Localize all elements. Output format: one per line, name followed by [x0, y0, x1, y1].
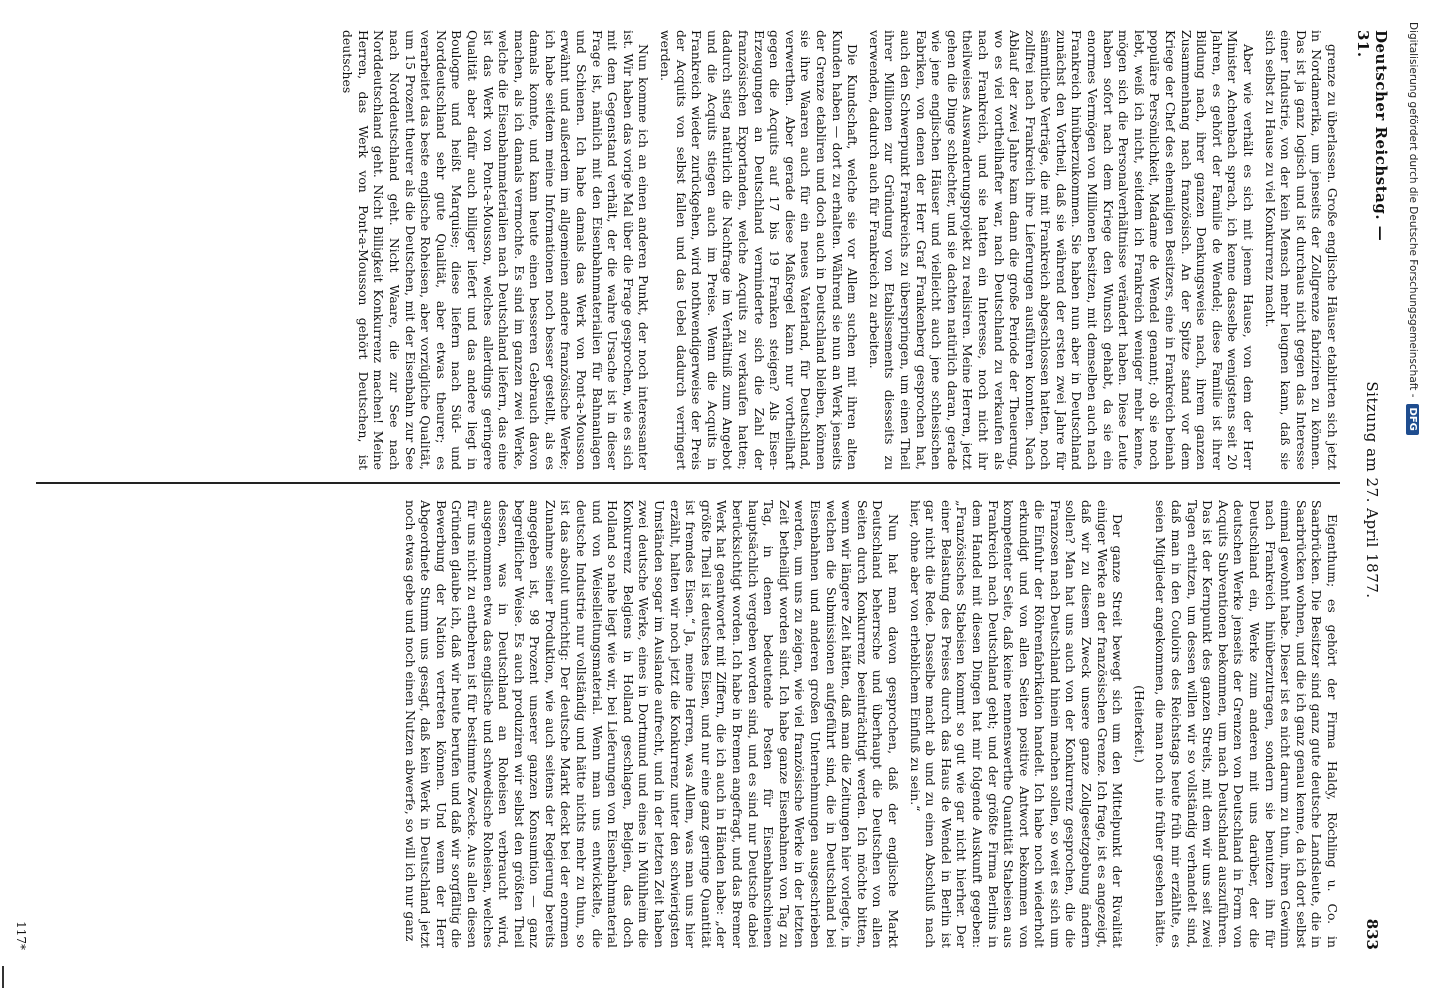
- paragraph: Nun hat man davon gesprochen, daß der englische Markt Deutschland beherrsche und überhaupt die Deutschen von allen Seiten durch Konkurrenz beeinträchtigt werden. Ich möchte bitten, wenn wir längere Zeit hätten, daß man die Zeitungen hier vorlegte, in welchen die Submissionen aufgeführt sind, die in Deutschland bei Eisenbahnen und anderen großen Unternehmungen ausgeschrieben werden, um uns zu zeigen, wie viel französische Werke in der letzten Zeit betheiligt worden sind. Ich habe ganze Eisenbahnen von Tag zu Tag, in denen bedeutende Posten für Eisenbahnschienen hauptsächlich vergeben worden sind, und es sind nur Deutsche dabei berücksichtigt worden. Ich habe in Bremen angefragt, und das Bremer Werk hat geantwortet mit Ziffern, die ich auch in Händen habe: „der größte Theil ist deutsches Eisen, und nur eine ganz geringe Quantität ist fremdes Eisen.“ Ja, meine Herren, was Allem, was man uns hier erzählt, halten wir noch jetzt die Konkurrenz unter den schwierigsten Umständen sogar im Auslande aufrecht, und in der letzten Zeit haben zwei deutsche Werke, eines in Dortmund und eines in Mühlheim die Konkurrenz Belgiens in Holland geschlagen, Belgien, das doch Holland so nahe liegt wie wir, bei Lieferungen von Eisenbahnmaterial und von Weiselleitungsmaterial. Wenn man uns entwickelte, die deutsche Industrie nur vollständig und hätte nichts mehr zu thun, so ist das absolut unrichtig: Der deutsche Markt deckt bei der enormen Zunahme seiner Produktion, wie auch seitens der Regierung bereits angegeben ist, 98 Prozent unserer ganzen Konsumtion — ganz begreiflicher Weise. Es auch produziren wir selbst den größten Theil dessen, was in Deutschland an Roheisen verbraucht wird, ausgenommen etwa das englische und schwedische Roheisen, welches für uns nicht zu entbehren ist für bestimmte Zwecke. Aus allen diesen Gründen glaube ich, daß wir heute berufen und daß wir sorgfältig die Bewerbung der Nation vertreten können. Und wenn der Herr Abgeordnete Stumm uns gesagt, daß kein Werk in Deutschland jetzt noch etwas gebe und noch einen Nutzen abwerfe, so will ich nur ganz: [402, 500, 901, 948]
- digitization-note: [1396, 0, 1430, 1000]
- header-center: Sitzung am 27. April 1877.: [1363, 381, 1381, 599]
- digitization-text-wrap: [1396, 0, 1430, 1000]
- left-column: [30, 30, 1340, 470]
- signature-mark: 117*: [14, 921, 28, 950]
- paragraph: Eigenthum; es gehört der Firma Haldy, Röchling u. Co. in Saarbrücken. Die Besitzer sind ganz gute deutsche Landsleute, die in Saarbrücken wohnen, und die ich ganz genau kenne, da ich dort selbst einmal gewohnt habe. Dieser ist es nicht darum zu thun, ihren Gewinn nach Frankreich hinüberzutragen, sondern sie benutzen ihn für Deutschland ein, Werke zum anderen mit uns darüber, der die deutschen Werke jenseits der Grenzen von Deutschland in Form von Acquits Subventionen bekommen, um nach Deutschland auszuführen. Das ist der Kernpunkt des ganzen Streits, mit dem wir uns seit zwei Tagen erhitzen, um dessen willen wir so vollständig verhandelt sind, daß man in den Couloirs des Reichstags heute früh mir erzählte, es seien Mitglieder angekommen, die man noch nie früher gesehen hätte.: [1153, 500, 1340, 948]
- upright-page: [10, 10, 1400, 970]
- header-left: Deutscher Reichstag. — 31.: [1354, 30, 1390, 242]
- digitization-text: Digitalisierung gefördert durch die Deutsche Forschungsgemeinschaft -: [1407, 22, 1419, 398]
- paragraph: grenze zu überlassen. Große englische Häuser etablirten sich jetzt in Nordamerika, um jenseits der Zollgrenze fabriziren zu können. Das ist ja ganz logisch und ist durchaus nicht gegen das Interesse einer Industrie, von der kein Mensch mehr leugnen kann, daß sie sich selbst zu Hause zu viel Konkurrenz macht.: [1262, 30, 1340, 470]
- paragraph: Die Kundschaft, welche sie vor Allem suchen mit ihren alten Kunden haben — dort zu erhalten. Während sie nun an Werk jenseits der Grenze etabliren und doch auch in Deutschland bleiben, können sie ihre Waaren auch für ein neues Vaterland, für Deutschland, verwerthen. Aber gerade diese Maßregel kann nur vortheilhaft gegen die Acquits auf 17 bis 19 Franken steigen? Als Eisen-Erzeugungen an Deutschland verminderte sich die Zahl der französischen Exportanden, welche Acquits zu verkaufen hatten; dadurch stieg natürlich die Nachfrage im Verhältniß zum Angebot und die Acquits stiegen auch im Preise. Wenn die Acquits in Frankreich wieder zurückgehen, wird nothwendigerweise der Preis der Acquits von selbst fallen und das Uebel dadurch verringert werden.: [658, 30, 861, 470]
- paragraph: Der ganze Streit bewegt sich um den Mittelpunkt der Rivalität einiger Werke an der französischen Grenze. Ich frage, ist es angezeigt, daß wir zu diesem Zweck unsere ganze Zollgesetzgebung ändern sollen? Man hat uns auch von der Konkurrenz gesprochen, die die Franzosen nach Deutschland hinein machen sollen, so weit es sich um die Einfuhr der Röhrenfabrikation handelt. Ich habe noch wiederholt erkundigt und von allen Seiten positive Antwort bekommen von kompetenter Seite, daß keine nennenswerthe Quantität Stabeisen aus Frankreich nach Deutschland geht; und der größte Firma Berlins in dem Handel mit diesen Dingen hat mir folgende Auskunft gegeben: „Französisches Stabeisen kommt so gut wie gar nicht hierher. Der einer Belastung des Preises durch das Haus de Wendel in Berlin ist gar nicht die Rede. Dasselbe macht ab und zu einen Abschluß nach hier, ohne aber von erheblichem Einfluß zu sein.“: [907, 500, 1126, 948]
- dfg-logo: DFG: [1407, 404, 1420, 435]
- paragraph: Aber wie verhält es sich mit jenem Hause, von dem der Herr Minister Achenbach sprach, ich kenne dasselbe wenigstens seit 20 Jahren, es gehört der Familie de Wendel; diese Familie ist ihrer Bildung nach, ihrer ganzen Denkungsweise nach, ihrem ganzen Zusammenhang nach französisch. An der Spitze stand vor dem Kriege der Chef des ehemaligen Besitzers, eine in Frankreich beinah populäre Persönlichkeit, Madame de Wendel genannt; ob sie noch lebt, weiß ich nicht, seitdem ich Frankreich weniger mehr kenne, mögen sich die Personalverhältnisse verändert haben. Diese Leute haben sofort nach dem Kriege den Wunsch gehabt, da sie ein enormes Vermögen von Millionen besitzen, mit demselben auch nach Frankreich hinüberzukommen. Sie haben nun aber in Deutschland zunächst den Vortheil, daß sie während der ersten zwei Jahre für sämmtliche Verträge, die mit Frankreich abgeschlossen hatten, noch zollfrei nach Frankreich ihre Lieferungen ausführen konnten. Nach Ablauf der zwei Jahre kam dann die große Periode der Theuerung, wo es viel vortheilhafter war, nach Deutschland zu verkaufen als nach Frankreich, und sie hatten ein Interesse, noch nicht ihr theilweises Auswanderungsprojekt zu realisiren. Meine Herren, jetzt gehen die Dinge schlechter, und sie dachten natürlich daran, gerade wie jene englischen Häuser und vielleicht auch jene schlesischen Fabriken, von denen der Herr Graf Frankenberg gesprochen hat, auch den Schwerpunkt Frankreichs zu überspringen, um einen Theil ihrer Millionen zur Gründung von Etablissements diesseits zu verwenden, dadurch auch für Frankreich zu arbeiten.: [866, 30, 1257, 470]
- page-number: 833: [1363, 918, 1381, 950]
- right-column: [30, 500, 1340, 948]
- paragraph: (Heiterkeit.): [1131, 685, 1147, 763]
- paragraph: Nun komme ich an einen anderen Punkt, der noch interessanter ist. Wir haben das vorige Mal über die Frage gesprochen, wie es sich mit dem Gegenstand verhält, der die wahre Ursache ist in dieser Frage ist, nämlich mit den Eisenbahnmaterialien für Bahnanlagen und Schienen. Ich habe damals das Werk von Pont-a-Mousson erwähnt und außerdem im allgemeinen andere französische Werke; ich habe seitdem meine Informationen noch besser gestellt, als es damals konnte, und kann heute einen besseren Gebrauch davon machen, als ich damals vermochte. Es sind im ganzen zwei Werke, welche die Eisenbahnmaterialien nach Deutschland liefern, das eine ist das Werk von Pont-a-Mousson, welches allerdings geringere Qualität aber dafür auch billiger liefert und das andere liegt in Boulogne und heißt Marquise; diese liefern nach Süd- und Norddeutschland sehr gute Qualität, aber etwas theurer; es verarbeitet das beste englische Roheisen, aber vorzügliche Qualität, um 15 Prozent theurer als die Deutschen, mit der Eisenbahn zur See nach Norddeutschland geht. Nicht Waare, die zur See nach Norddeutschland geht. Nicht Billigkeit Konkurrenz machen! Meine Herren, das Werk von Pont-a-Mousson gehört Deutschen, ist deutsches: [340, 30, 652, 470]
- column-divider: [36, 482, 1340, 484]
- scan-edge-mark: [2, 966, 4, 988]
- page-header: [1354, 30, 1390, 950]
